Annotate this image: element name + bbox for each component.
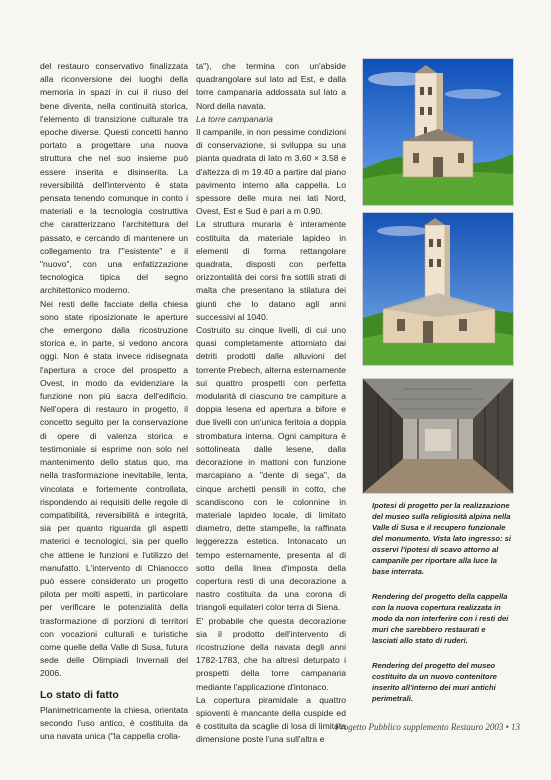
rendering-chapel-roof [362, 212, 514, 366]
caption-3: Rendering del progetto del museo costituito da un nuovo contenitore inserito all'interno dei muri antichi perimetrali. [372, 661, 497, 703]
text-column-1 [40, 60, 188, 743]
text-column-2 [196, 60, 346, 747]
page-number: 13 [511, 722, 520, 732]
subsection-heading: La torre campanaria [196, 113, 273, 124]
figure-captions [372, 500, 512, 718]
caption-1: Ipotesi di progetto per la realizzazione del museo sulla religiosità alpina nella Valle di Susa e il recupero funzionale del monumento. Vista lato ingresso: si osservi l'ipotesi di scavo attorno al campanile per riportare alla luce la base interrata. [372, 501, 511, 576]
footer-separator: • [505, 722, 509, 732]
body-paragraph: La copertura piramidale a quattro spioventi è mancante della cuspide ed è costituita da scaglie di losa di limitata dimensione poste l'una sull'altra e [196, 694, 346, 745]
body-paragraph: Il campanile, in non pessime condizioni di conservazione, si sviluppa su una pianta quadrata di lato m 3.60 × 3.58 e d'altezza di m 19.40 a partire dal piano pavimento interno alla cappella. Lo spessore delle mura nei lati Nord, Ovest, Est e Sud è pari a m 0.90. [196, 127, 346, 217]
rendering-chapel-image [363, 213, 513, 365]
page-footer [330, 722, 520, 732]
rendering-interior-image [363, 379, 513, 493]
publication-name: Progetto Pubblico supplemento Restauro 2003 [335, 722, 504, 732]
body-paragraph: Nei resti delle facciate della chiesa sono state riposizionate le aperture che emergono dalla ricostruzione storica e, in parte, si vedono ancora oggi. Non è stata invece ridisegnata l'apertura a croce del prospetto a Ovest, in modo da evidenziare la funzione non più sacra dell'edificio. Nell'opera di restauro in progetto, il concetto seguito per la conservazione di opere di valenza storica e testimoniale si esprime non solo nel mantenimento dello status quo, ma nella trasformazione inevitabile, lenta, vincolata e fortemente controllata, rispondendo ai requisiti delle regole di compatibilità, reversibilità e integrità, sia per quanto riguarda gli aspetti materici e tecnologici, sia per quello che attiene le funzioni e l'utilizzo del manufatto. L'intervento di Chianocco può essere considerato un progetto pilota per molti aspetti, in particolare per verificare le potenzialità della trasformazione di porzioni di territori con vocazioni culturali e turistiche come quelle della Valle di Susa, futura sede delle Olimpiadi Invernali del 2006. [40, 298, 188, 679]
body-paragraph: La struttura muraria è interamente costituita da materiale lapideo in elementi di forma rettangolare quadrata, disposti con perfetta orizzontalità dei corsi fra sottili strati di malta che presentano la stilatura dei giunti che lo datano agli anni successivi al 1040. [196, 219, 346, 322]
body-paragraph: Planimetricamente la chiesa, orientata secondo l'uso antico, è costituita da una navata unica ("la cappella crolla- [40, 704, 188, 742]
rendering-entrance-image [363, 59, 513, 205]
body-paragraph: Costruito su cinque livelli, di cui uno quasi completamente attorniato dai detriti prodotti dalle alluvioni del torrente Prebech, alterna esternamente sui quattro prospetti con perfetta modularità di ciascuno tre campiture a doppia lesena ed apertura a bifore e due livelli con un'unica feritoia a doppia strombatura interna. Ogni campitura è sottolineata dalle lesene, dalla decorazione in mattoni con funzione marcapiano a "dente di sega", da cinque archetti pensili in cotto, che scandiscono con le colonnine in materiale lapideo locale, di limitato diametro, dette stampelle, la raffinata leggerezza estetica. Intonacato un tempo esternamente, presenta al di sotto della linea d'imposta della copertura resti di una decorazione a nastro costituita da una corona di triangoli equilateri color terra di Siena. [196, 325, 347, 613]
body-paragraph: del restauro conservativo finalizzata alla riconversione dei luoghi della memoria in spazi in cui il riuso del bene diventa, nella continuità storica, l'elemento di transizione culturale tra epoche diverse. Questi concetti hanno portato a progettare una nuova struttura che nel suo insieme può essere inserita e disinserita. La reversibilità dell'intervento è stata pensata tenendo comunque in conto i materiali e la tecnologia costruttiva che caratterizzano l'architettura del passato, e cercando di mantenere un collegamento tra l'"esistente" e il "nuovo", con una enfatizzazione tecnologica tipica del segno architettonico moderno. [40, 61, 188, 296]
rendering-museum-interior [362, 378, 514, 494]
body-paragraph: E' probabile che questa decorazione sia il prodotto dell'intervento di ricostruzione della navata degli anni 1782-1783, che ha altresì deturpato i prospetti della torre campanaria mediante l'applicazione d'intonaco. [196, 615, 346, 692]
caption-2: Rendering del progetto della cappella con la nuova copertura realizzata in modo da non interferire con i resti dei muri che sarebbero restaurati e lasciati allo stato di ruderi. [372, 592, 509, 645]
rendering-entrance-view [362, 58, 514, 206]
body-paragraph: ta"), che termina con un'abside quadrangolare sul lato ad Est, e dalla torre campanaria addossata sul lato a Nord della navata. [196, 61, 346, 111]
section-heading: Lo stato di fatto [40, 688, 119, 701]
